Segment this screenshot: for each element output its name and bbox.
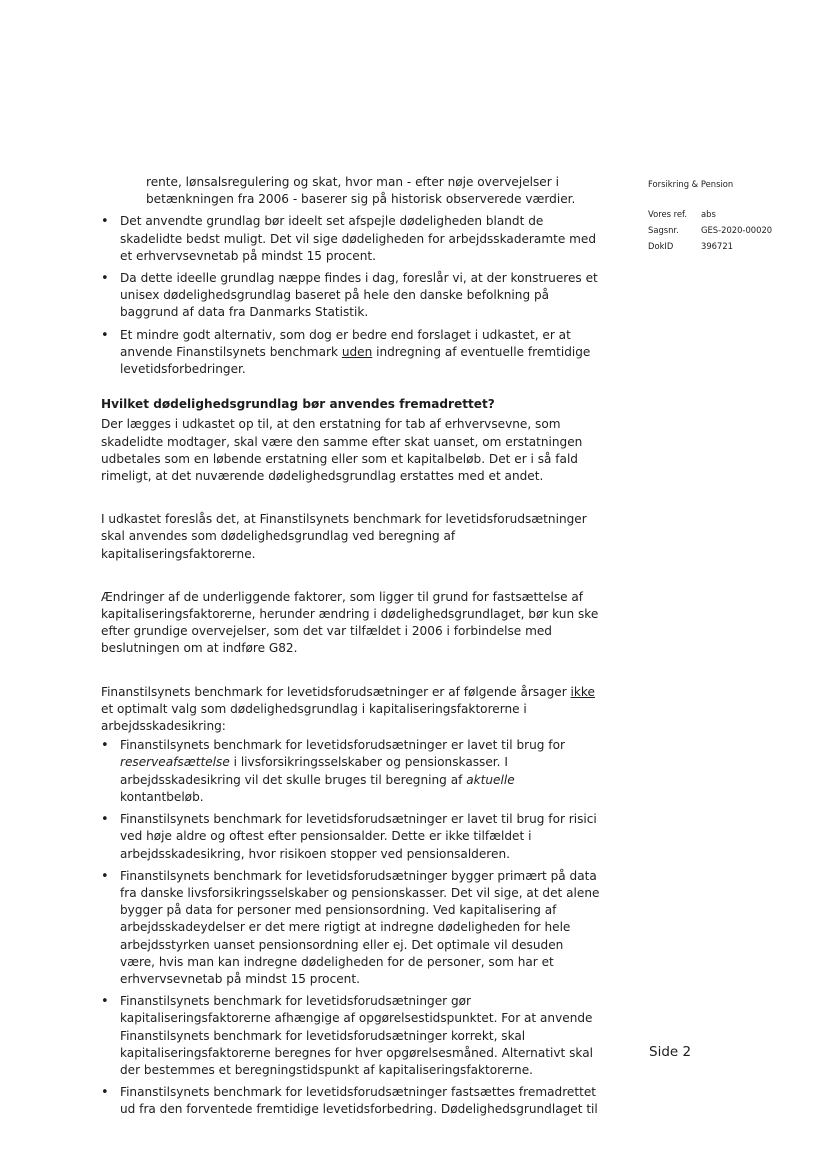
document-body [101, 174, 601, 1124]
list-item: • Finanstilsynets benchmark for levetidsforudsætninger bygger primært på data fra danske livsforsikringsselskaber og pensionskasser. Det vil sige, at det alene bygger på data for personer med pensionsordning. Ved kapitalisering af arbejdsskadeydelser er det mere rigtigt at indregne dødeligheden for hele arbejdsstyrken uanset pensionsordning eller ej. Det optimale vil desuden være, hvis man kan indregne dødeligheden for de personer, som har et erhvervsevnetab på mindst 15 procent. [101, 868, 601, 988]
list-item: • Da dette ideelle grundlag næppe findes i dag, foreslår vi, at der konstrueres et unisex dødelighedsgrundlag baseret på hele den danske befolkning på baggrund af data fra Danmarks Statistik. [101, 270, 601, 322]
underlined-text: ikke [570, 684, 595, 699]
reference-label: Vores ref. [648, 209, 688, 219]
text-run: Finanstilsynets benchmark for levetidsforudsætninger er af følgende årsager [101, 684, 571, 699]
list-item: • Finanstilsynets benchmark for levetidsforudsætninger gør kapitaliseringsfaktorerne afhængige af opgørelsestidspunktet. For at anvende Finanstilsynets benchmark for levetidsforudsætninger korrekt, skal kapitaliseringsfaktorerne beregnes for hver opgørelsesmåned. Alternativt skal der bestemmes et beregningstidspunkt af kapitaliseringsfaktorerne. [101, 993, 601, 1079]
bullet-list [101, 737, 601, 1118]
list-item: • Finanstilsynets benchmark for levetidsforudsætninger er lavet til brug for risici ved høje aldre og oftest efter pensionsalder. Dette er ikke tilfældet i arbejdsskadesikring, hvor risikoen stopper ved pensionsalderen. [101, 811, 601, 863]
document-reference-block [648, 176, 772, 254]
reference-value: abs [701, 209, 716, 219]
paragraph: Der lægges i udkastet op til, at den erstatning for tab af erhvervsevne, som skadelidte modtager, skal være den samme efter skat uanset, om erstatningen udbetales som en løbende erstatning eller som et kapitalbeløb. Det er i så fald rimeligt, at det nuværende dødelighedsgrundlag erstattes med et andet. [101, 417, 583, 484]
section-heading: Hvilket dødelighedsgrundlag bør anvendes fremadrettet? [101, 397, 495, 412]
organization-name: Forsikring & Pension [648, 179, 734, 189]
reference-row [648, 206, 772, 222]
list-item: • Det anvendte grundlag bør ideelt set afspejle dødeligheden blandt de skadelidte bedst muligt. Det vil sige dødeligheden for arbejdsskaderamte med et erhvervsevnetab på mindst 15 procent. [101, 213, 601, 265]
reference-row [648, 222, 772, 238]
text-run: kontantbeløb. [120, 789, 204, 804]
list-item [101, 327, 601, 379]
reference-label: DokID [648, 241, 674, 251]
paragraph [101, 684, 601, 736]
page-number: Side 2 [649, 1044, 692, 1060]
list-item: • Finanstilsynets benchmark for levetidsforudsætninger fastsættes fremadrettet ud fra den forventede fremtidige levetidsforbedring. Dødelighedsgrundlaget til [101, 1084, 601, 1118]
bullet-list [101, 213, 601, 378]
text-run: Finanstilsynets benchmark for levetidsforudsætninger er lavet til brug for [120, 738, 565, 753]
text-run: Et mindre godt alternativ, som dog er bedre end forslaget i udkastet, er at anvende Finanstilsynets benchmark [120, 327, 571, 359]
italic-text: aktuelle [466, 772, 515, 787]
underlined-text: uden [341, 344, 373, 359]
reference-label: Sagsnr. [648, 225, 679, 235]
reference-value: GES-2020-00020 [701, 225, 773, 235]
paragraph: I udkastet foreslås det, at Finanstilsynets benchmark for levetidsforudsætninger skal anvendes som dødelighedsgrundlag ved beregning af kapitaliseringsfaktorerne. [101, 512, 587, 561]
italic-text: reserveafsættelse [120, 755, 230, 770]
continued-text: rente, lønsalsregulering og skat, hvor man - efter nøje overvejelser i betænkningen fra 2006 - baserer sig på historisk observerede værdier. [146, 175, 576, 207]
text-run: indregning af eventuelle fremtidige levetidsforbedringer. [120, 344, 591, 377]
list-item [101, 737, 601, 806]
text-run: i livsforsikringsselskaber og pensionskasser. I arbejdsskadesikring vil det skulle bruges til beregning af [120, 755, 508, 787]
text-run: et optimalt valg som dødelighedsgrundlag i kapitaliseringsfaktorerne i arbejdsskadesikring: [101, 701, 527, 734]
reference-value: 396721 [701, 241, 733, 251]
reference-row [648, 238, 772, 254]
paragraph: Ændringer af de underliggende faktorer, som ligger til grund for fastsættelse af kapitaliseringsfaktorerne, herunder ændring i dødelighedsgrundlaget, bør kun ske efter grundige overvejelser, som det var tilfældet i 2006 i forbindelse med beslutningen om at indføre G82. [101, 589, 599, 656]
